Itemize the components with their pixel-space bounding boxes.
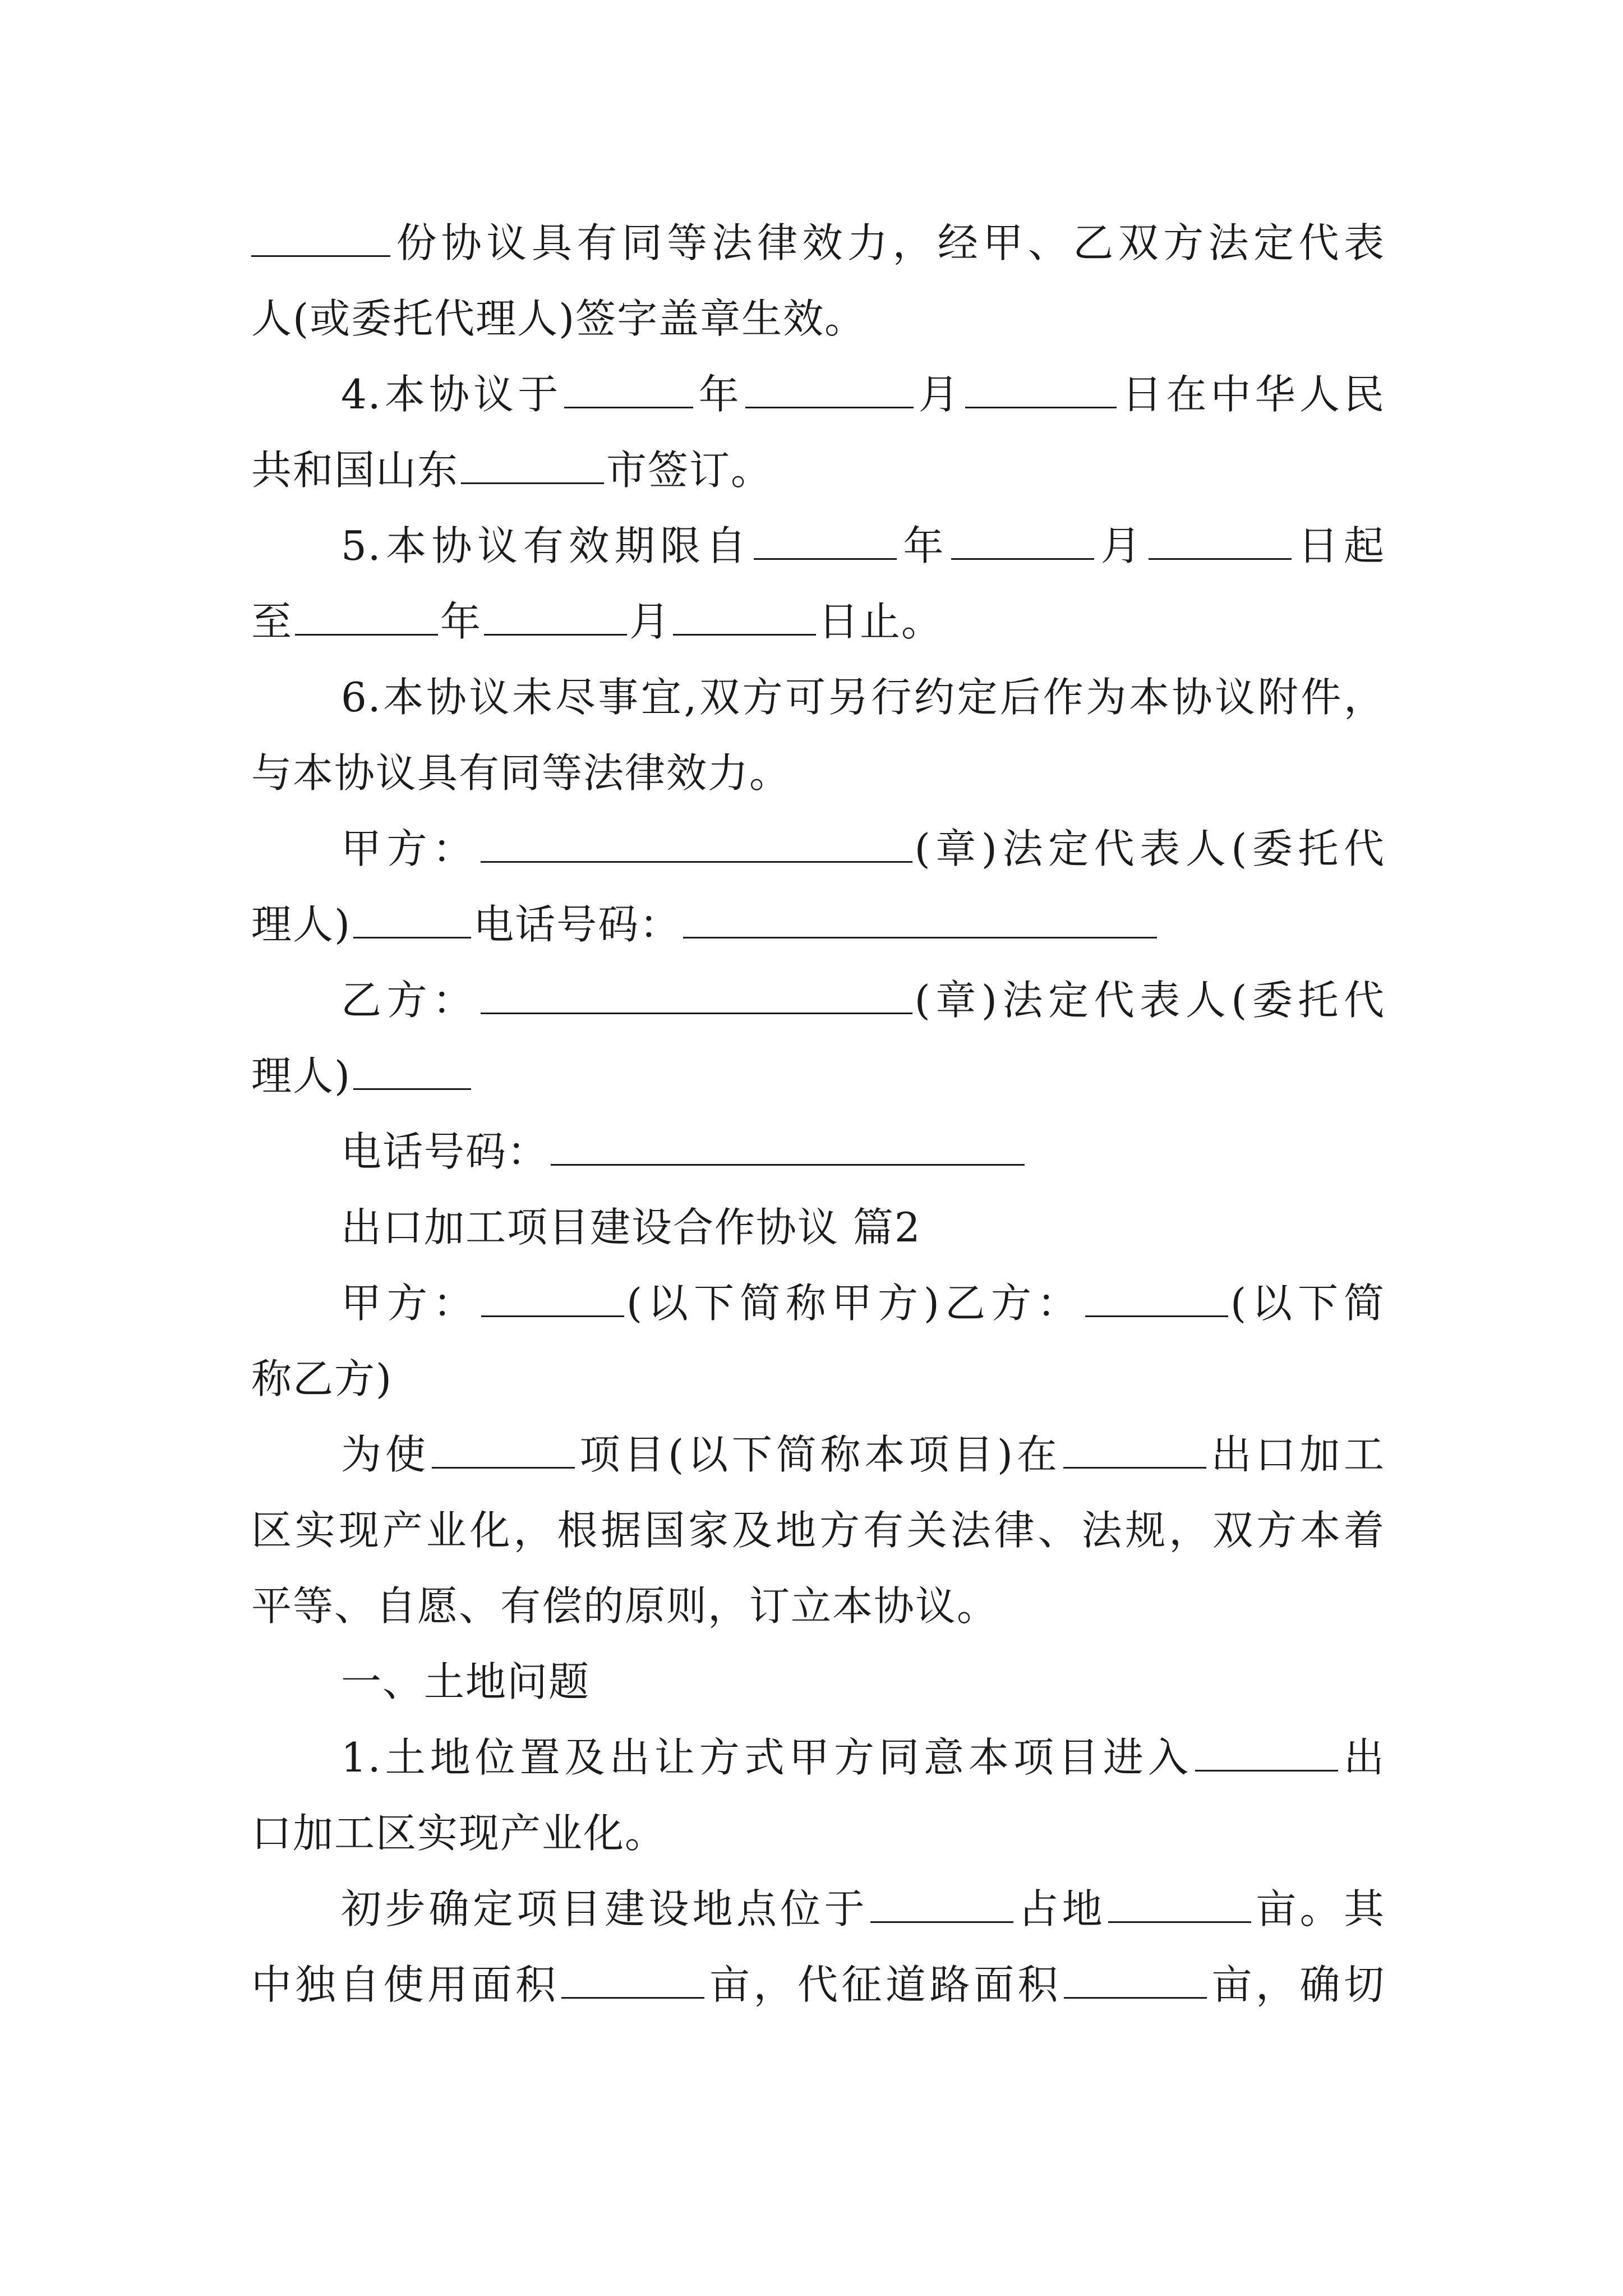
text-line [251,1572,1385,1640]
text-line [251,285,1385,352]
text-segment: 亩，确切 [1209,1961,1385,2008]
text-line [341,967,1385,1034]
text-segment: 日在中华人民 [1119,371,1385,418]
text-line [251,436,1385,504]
fill-blank [481,1272,624,1317]
text-segment: 年 [695,371,743,418]
text-segment: (章)法定代表人(委托代 [914,977,1385,1024]
text-segment: 日止。 [818,598,943,645]
fill-blank [353,1045,471,1090]
text-segment: 乙方： [341,977,478,1024]
text-segment: 月 [915,371,963,418]
text-segment: (以下简 [1230,1280,1385,1327]
text-line [341,664,1385,731]
text-segment: 为使 [341,1431,430,1478]
text-segment: 至 [251,598,293,645]
text-line [251,1345,1385,1412]
fill-blank [251,211,390,257]
fill-blank [1064,1953,1207,1999]
fill-blank [461,439,604,484]
text-line [251,891,1385,958]
text-segment: 称乙方) [251,1355,393,1402]
text-line [251,588,1385,655]
text-segment: 年 [899,522,949,569]
section-heading [341,1648,1385,1715]
text-segment: 日起 [1293,522,1385,569]
text-segment: 初步确定项目建设地点位于 [341,1885,868,1932]
text-line [251,1497,1385,1564]
text-segment: 4.本协议于 [341,371,562,418]
text-segment: 共和国山东 [251,447,459,494]
text-segment: 出 [1340,1734,1385,1781]
text-line [251,1951,1385,2018]
fill-blank [564,363,693,408]
text-segment: 平等、自愿、有偿的原则，订立本协议。 [251,1582,999,1630]
text-segment: 甲方： [341,1280,479,1327]
fill-blank [484,590,627,636]
fill-blank [745,363,914,408]
fill-blank [1063,1423,1206,1469]
fill-blank [481,817,912,863]
text-segment: (章)法定代表人(委托代 [914,825,1385,872]
text-segment: 区实现产业化，根据国家及地方有关法律、法规，双方本着 [251,1507,1385,1554]
text-segment: 1.土地位置及出让方式甲方同意本项目进入 [341,1734,1193,1781]
fill-blank [951,514,1094,560]
fill-blank [1108,1878,1251,1923]
text-segment: 一、土地问题 [341,1658,591,1705]
text-line [341,1875,1385,1943]
text-segment: 份协议具有同等法律效力，经甲、乙双方法定代表 [393,219,1385,266]
section-heading [341,1194,1385,1261]
text-line [341,512,1385,579]
text-segment: 年 [440,598,482,645]
fill-blank [673,590,816,636]
text-segment: 口加工区实现产业化。 [251,1810,667,1857]
fill-blank [561,1953,704,1999]
text-segment: 月 [1096,522,1146,569]
text-line [251,739,1385,807]
text-segment: 项目(以下简称本项目)在 [577,1431,1061,1478]
text-segment: 市签订。 [606,447,773,494]
fill-blank [353,893,471,938]
text-segment: 出口加工 [1208,1431,1385,1478]
text-segment: 月 [629,598,671,645]
text-line [341,1421,1385,1488]
fill-blank [551,1120,1025,1166]
text-line [341,1724,1385,1791]
text-line [341,361,1385,428]
fill-blank [481,969,912,1014]
text-line [251,1800,1385,1867]
text-line [341,1118,1385,1185]
fill-blank [1085,1272,1228,1317]
text-segment: 甲方： [341,825,478,872]
text-segment: 电话号码： [341,1128,549,1175]
text-line [251,209,1385,277]
text-segment: 5.本协议有效期限自 [341,522,752,569]
text-segment: 电话号码： [473,901,681,948]
fill-blank [1149,514,1292,560]
text-segment: 出口加工项目建设合作协议 篇2 [341,1204,921,1251]
text-segment: (以下简称甲方)乙方： [626,1280,1083,1327]
text-segment: 理人) [251,901,352,948]
text-segment: 亩，代征道路面积 [707,1961,1062,2008]
text-line [251,1042,1385,1110]
text-segment: 与本协议具有同等法律效力。 [251,749,791,797]
text-line [341,815,1385,882]
text-segment: 人(或委托代理人)签字盖章生效。 [251,295,866,342]
fill-blank [1195,1726,1338,1772]
text-segment: 亩。其 [1253,1885,1385,1932]
text-line [341,1269,1385,1337]
fill-blank [965,363,1117,408]
fill-blank [683,893,1157,938]
text-segment: 中独自使用面积 [251,1961,560,2008]
text-segment: 6.本协议未尽事宜,双方可另行约定后作为本协议附件， [341,674,1385,721]
text-segment: 占地 [1015,1885,1106,1932]
text-segment: 理人) [251,1052,352,1099]
fill-blank [295,590,438,636]
fill-blank [432,1423,575,1469]
fill-blank [870,1878,1013,1923]
fill-blank [754,514,897,560]
